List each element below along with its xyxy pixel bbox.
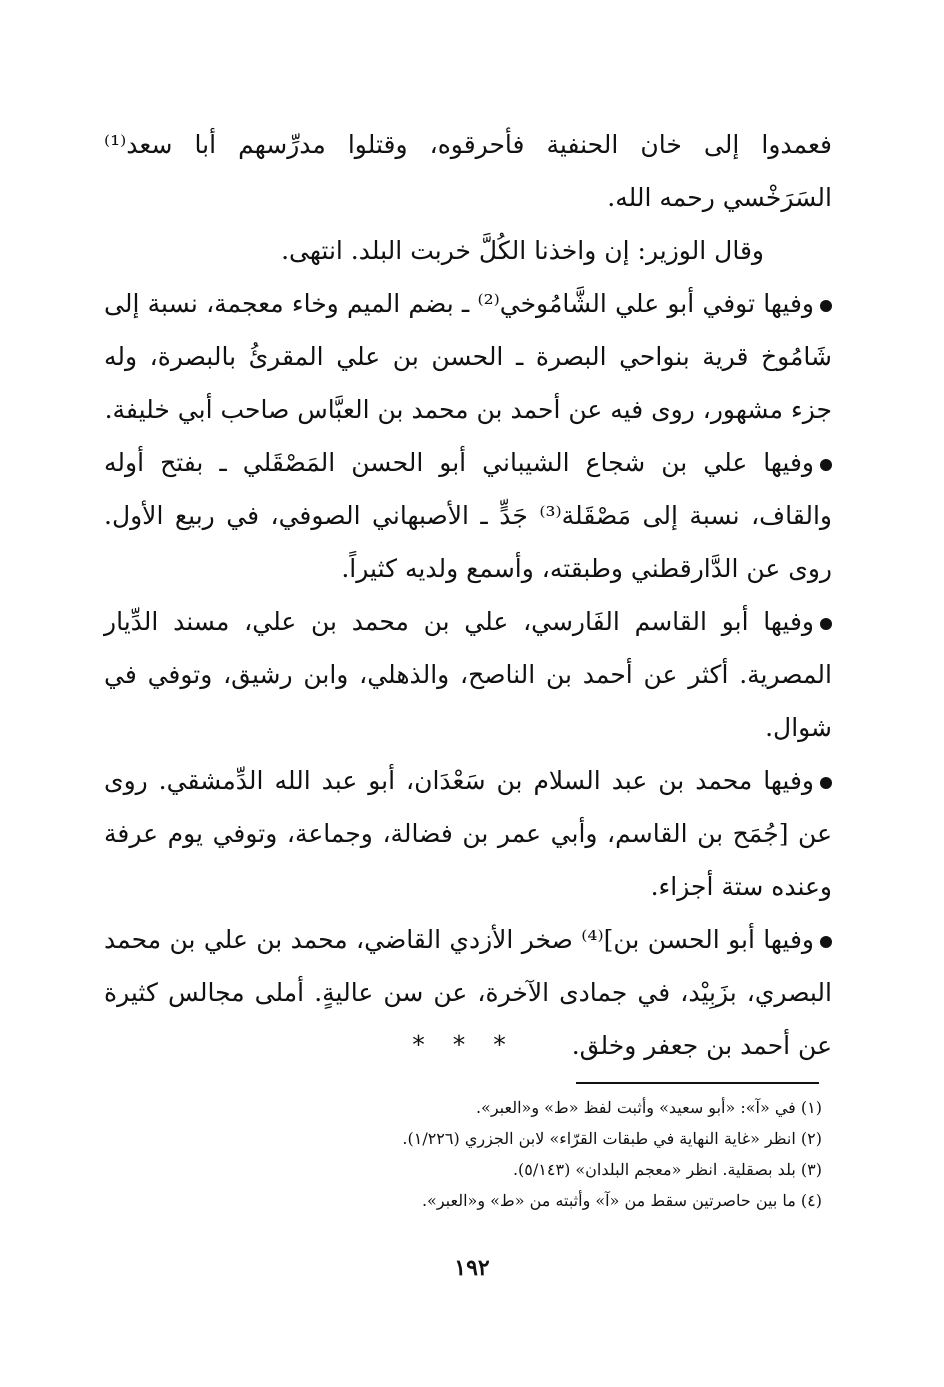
main-text — [104, 118, 832, 1072]
page-number: ١٩٢ — [454, 1255, 490, 1281]
paragraph-3 — [104, 277, 832, 436]
paragraph-5 — [104, 595, 832, 754]
paragraph-6-text: وفيها محمد بن عبد السلام بن سَعْدَان، أبو عبد الله الدِّمشقي. روى عن [جُمَح بن القاسم، وأبي عمر بن فضالة، وجماعة، وتوفي يوم عرفة وعنده ستة أجزاء. — [104, 766, 832, 901]
paragraph-7-text: وفيها أبو الحسن بن]⁽⁴⁾ صخر الأزدي القاضي، محمد بن علي بن محمد البصري، بزَبِيْد، في جمادى الآخرة، عن سن عاليةٍ. أملى مجالس كثيرة عن أحمد بن جعفر وخلق. — [104, 925, 832, 1060]
footnote-4: (٤) ما بين حاصرتين سقط من «آ» وأثبته من «ط» و«العبر». — [421, 1191, 822, 1210]
bullet-icon — [820, 618, 832, 630]
footnote-divider — [576, 1082, 819, 1084]
paragraph-4 — [104, 436, 832, 595]
paragraph-5-text: وفيها أبو القاسم الفَارسي، علي بن محمد بن علي، مسند الدِّيار المصرية. أكثر عن أحمد بن الناصح، والذهلي، وابن رشيق، وتوفي في شوال. — [104, 607, 832, 742]
paragraph-3-text: وفيها توفي أبو علي الشَّامُوخي⁽²⁾ ـ بضم الميم وخاء معجمة، نسبة إلى شَامُوخ قرية بنواحي البصرة ـ الحسن بن علي المقرئُ بالبصرة، وله جزء مشهور، روى فيه عن أحمد بن محمد بن العبَّاس صاحب أبي خليفة. — [104, 289, 832, 424]
bullet-icon — [820, 936, 832, 948]
paragraph-4-text: وفيها علي بن شجاع الشيباني أبو الحسن المَصْقَلي ـ بفتح أوله والقاف، نسبة إلى مَصْقَلة⁽³⁾ جَدٍّ ـ الأصبهاني الصوفي، في ربيع الأول. روى عن الدَّارقطني وطبقته، وأسمع ولديه كثيراً. — [104, 448, 833, 583]
paragraph-2-text: وقال الوزير: إن واخذنا الكُلَّ خربت البلد. انتهى. — [281, 236, 764, 265]
footnotes — [120, 1092, 822, 1216]
paragraph-1 — [104, 118, 832, 224]
footnote-3: (٣) بلد بصقلية. انظر «معجم البلدان» (٥/١٤٣). — [512, 1160, 822, 1179]
section-separator: * * * — [412, 1030, 516, 1059]
paragraph-1-text: فعمدوا إلى خان الحنفية فأحرقوه، وقتلوا مدرِّسهم أبا سعد⁽¹⁾ السَرَخْسي رحمه الله. — [104, 130, 832, 212]
footnote-1: (١) في «آ»: «أبو سعيد» وأثبت لفظ «ط» و«العبر». — [475, 1098, 822, 1117]
paragraph-2 — [104, 224, 832, 277]
footnote-2: (٢) انظر «غاية النهاية في طبقات القرّاء» لابن الجزري (١/٢٢٦). — [402, 1129, 822, 1148]
bullet-icon — [820, 459, 832, 471]
bullet-icon — [820, 777, 832, 789]
paragraph-6 — [104, 754, 832, 913]
bullet-icon — [820, 300, 832, 312]
